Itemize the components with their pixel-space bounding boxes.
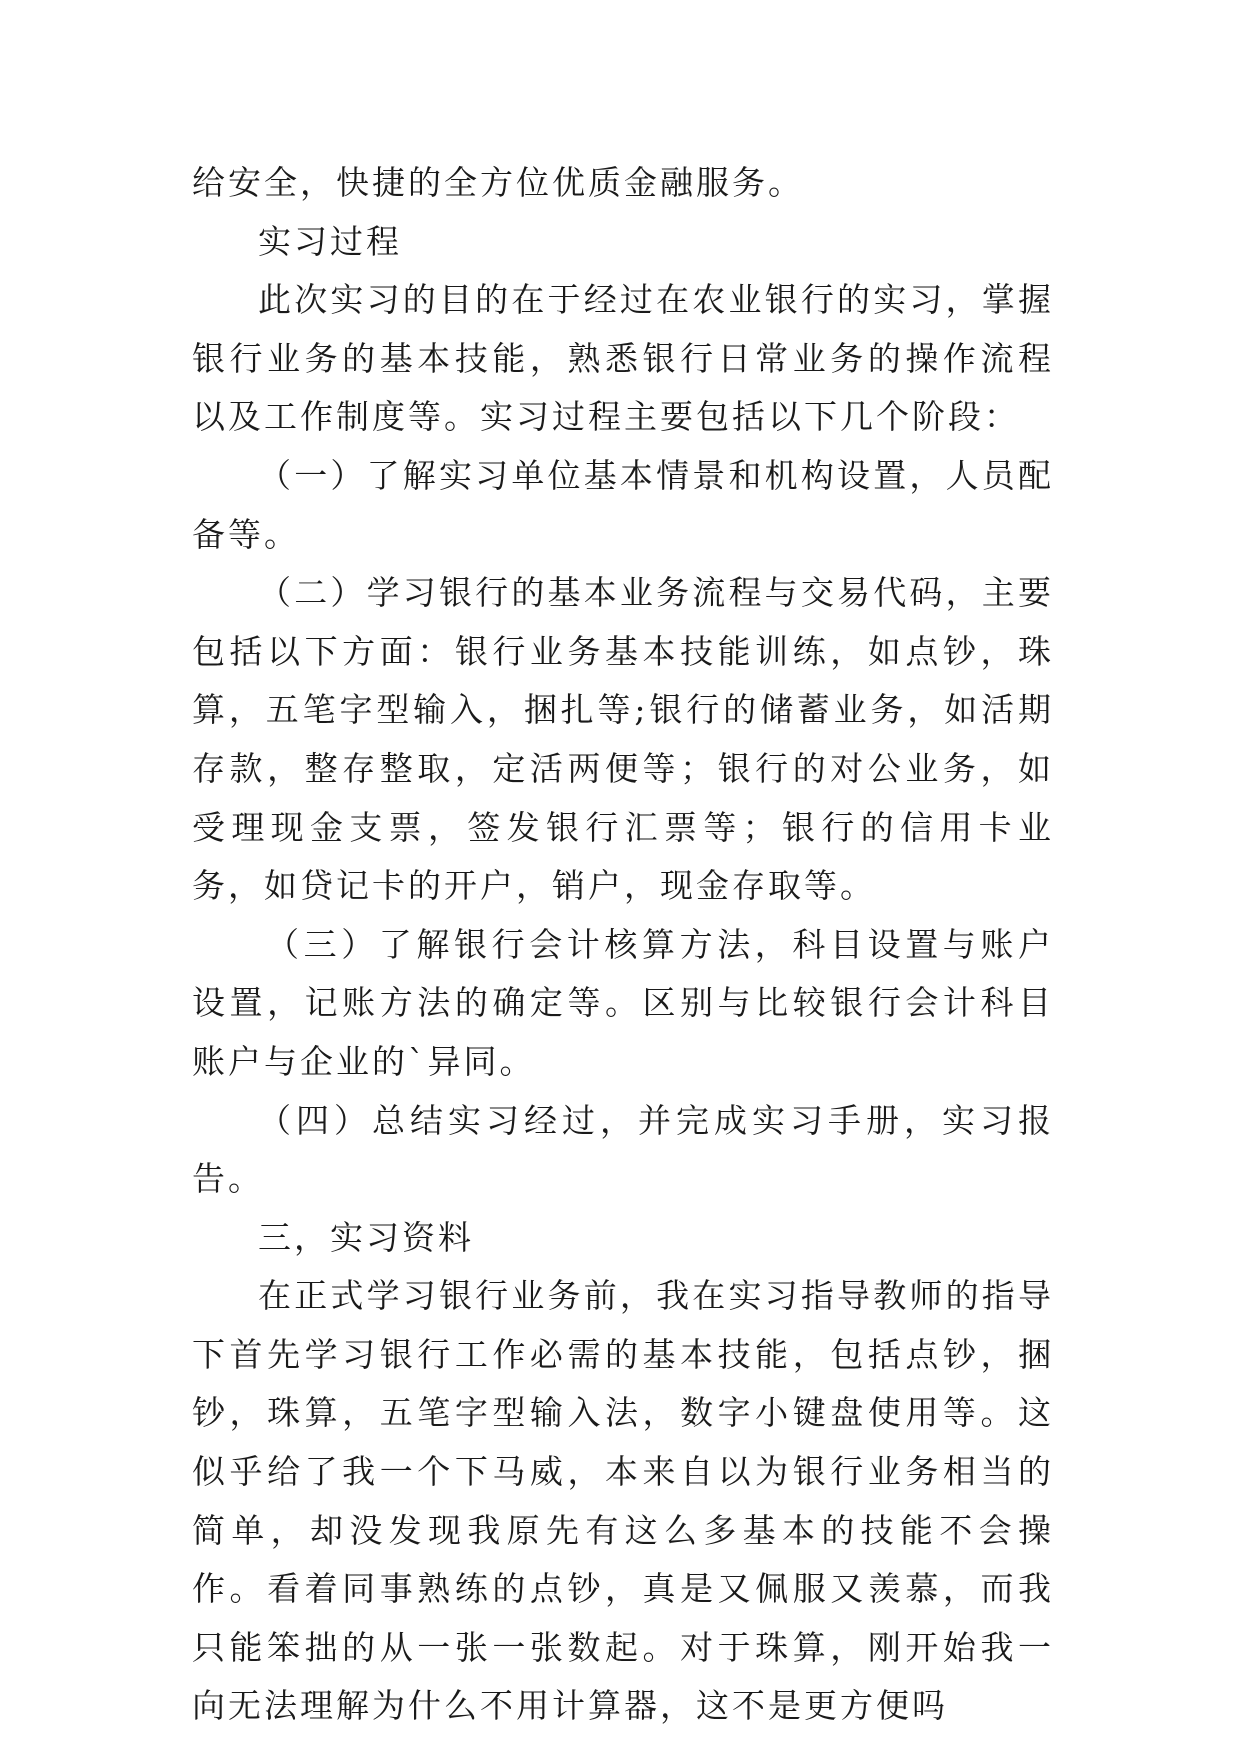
list-item-2: （二）学习银行的基本业务流程与交易代码，主要包括以下方面：银行业务基本技能训练，如点钞，珠算，五笔字型输入，捆扎等;银行的储蓄业务，如活期存款，整存整取，定活两便等；银行的对公业务，如受理现金支票，签发银行汇票等；银行的信用卡业务，如贷记卡的开户，销户，现金存取等。 bbox=[192, 573, 1054, 906]
heading-internship-materials: 三，实习资料 bbox=[258, 1217, 474, 1257]
list-item-4: （四）总结实习经过，并完成实习手册，实习报告。 bbox=[192, 1100, 1054, 1199]
document-body bbox=[192, 154, 1054, 1736]
list-item-3: （三）了解银行会计核算方法，科目设置与账户设置，记账方法的确定等。区别与比较银行会计科目账户与企业的`异同。 bbox=[192, 924, 1054, 1081]
paragraph-purpose: 此次实习的目的在于经过在农业银行的实习，掌握银行业务的基本技能，熟悉银行日常业务的操作流程以及工作制度等。实习过程主要包括以下几个阶段： bbox=[192, 280, 1054, 437]
list-item-1: （一）了解实习单位基本情景和机构设置，人员配备等。 bbox=[192, 455, 1054, 554]
paragraph-service: 给安全，快捷的全方位优质金融服务。 bbox=[192, 163, 804, 202]
paragraph-skills: 在正式学习银行业务前，我在实习指导教师的指导下首先学习银行工作必需的基本技能，包括点钞，捆钞，珠算，五笔字型输入法，数字小键盘使用等。这似乎给了我一个下马威，本来自以为银行业务相当的简单，却没发现我原先有这么多基本的技能不会操作。看着同事熟练的点钞，真是又佩服又羡慕，而我只能笨拙的从一张一张数起。对于珠算，刚开始我一向无法理解为什么不用计算器，这不是更方便吗 bbox=[192, 1276, 1054, 1726]
heading-internship-process: 实习过程 bbox=[258, 221, 402, 261]
